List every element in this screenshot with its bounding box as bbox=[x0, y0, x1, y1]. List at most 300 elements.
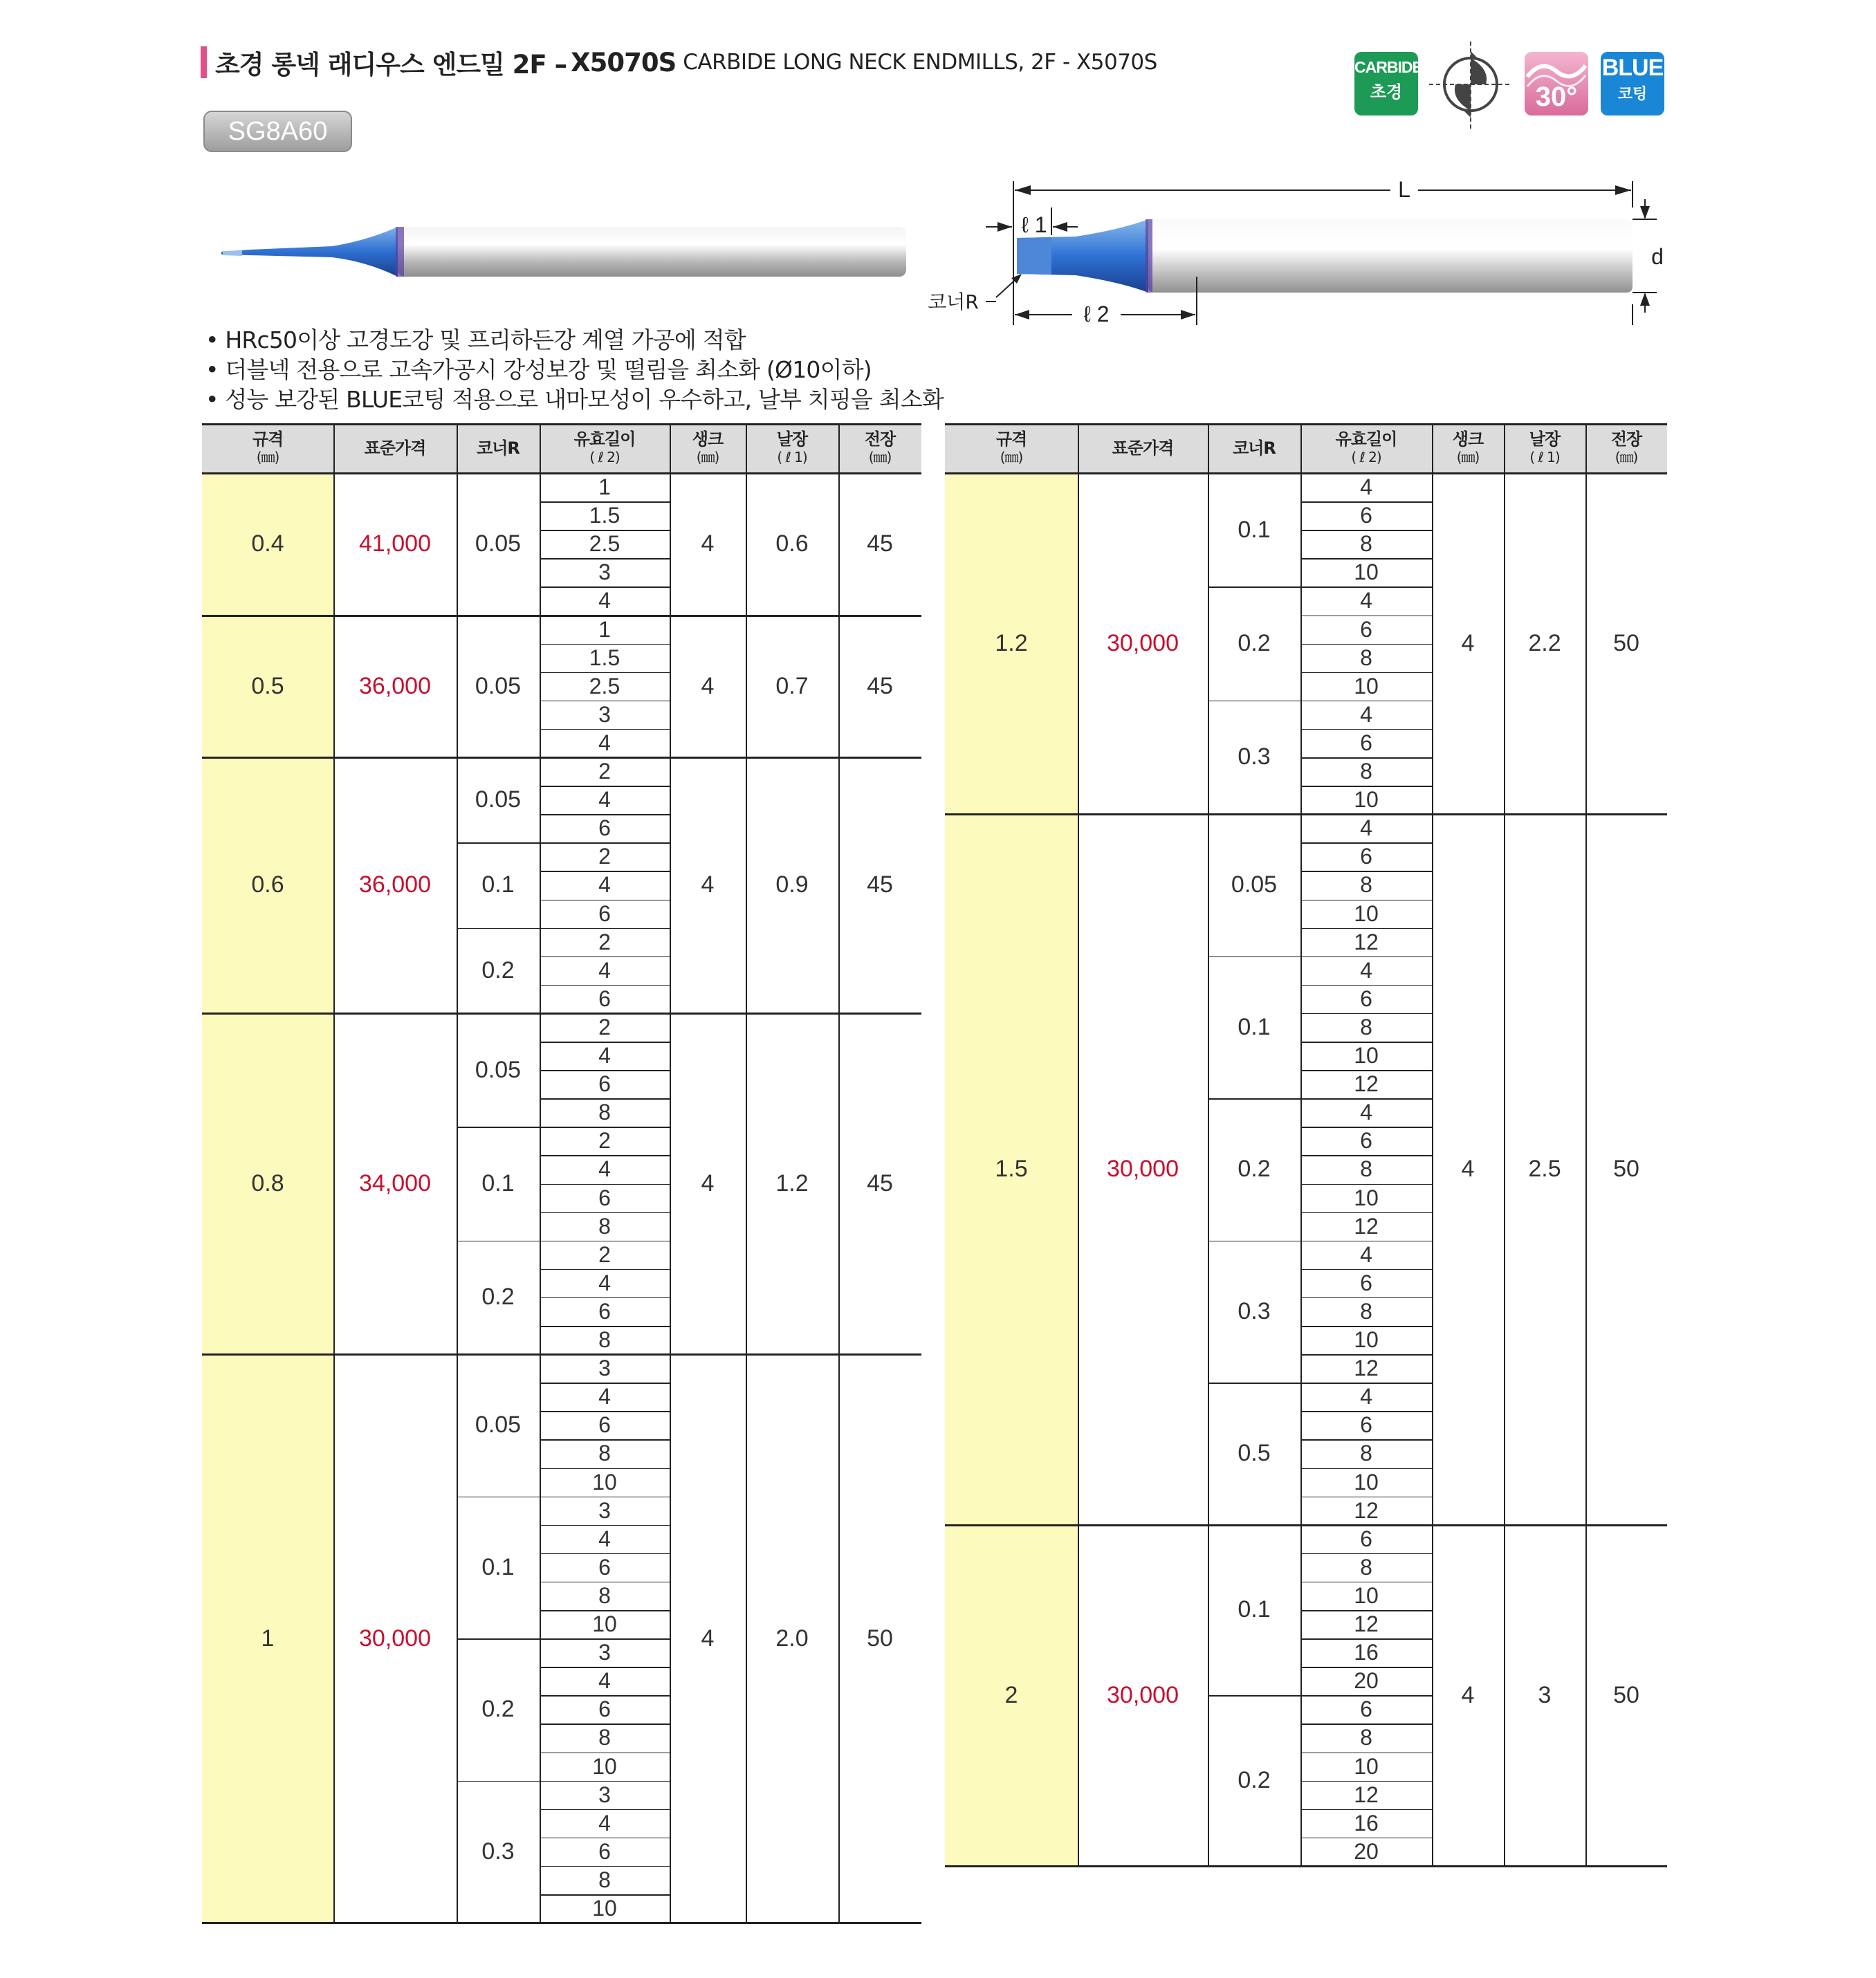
effective-length-cell: 2 bbox=[598, 844, 611, 869]
effective-length-cell: 6 bbox=[1360, 1526, 1372, 1551]
row-divider bbox=[1300, 1753, 1432, 1754]
header-unit: (㎜) bbox=[868, 449, 892, 465]
price-cell: 30,000 bbox=[1107, 1156, 1179, 1183]
effective-length-cell: 4 bbox=[598, 588, 611, 613]
row-divider bbox=[540, 871, 670, 872]
row-divider bbox=[540, 644, 670, 645]
row-divider bbox=[1300, 842, 1432, 844]
effective-length-cell: 10 bbox=[592, 1896, 617, 1921]
corner-radius-cell: 0.2 bbox=[481, 1696, 515, 1723]
effective-length-cell: 6 bbox=[598, 986, 611, 1011]
row-divider bbox=[540, 1753, 670, 1754]
row-divider bbox=[1300, 1042, 1432, 1043]
group-divider bbox=[945, 1865, 1667, 1867]
effective-length-cell: 12 bbox=[1354, 1782, 1379, 1807]
page-title bbox=[201, 43, 1157, 82]
price-cell: 36,000 bbox=[359, 871, 431, 898]
helix-angle-label: 30° bbox=[1535, 82, 1578, 112]
spec-cell: 1.5 bbox=[995, 1156, 1028, 1183]
effective-length-cell: 8 bbox=[598, 1213, 611, 1239]
effective-length-cell: 6 bbox=[1360, 1270, 1372, 1295]
header-label: 표준가격 bbox=[364, 438, 426, 458]
header-unit: ( ℓ 1) bbox=[777, 449, 807, 465]
effective-length-cell: 10 bbox=[1354, 787, 1379, 813]
dimension-diagram bbox=[920, 166, 1674, 339]
row-divider bbox=[540, 1809, 670, 1811]
row-divider bbox=[540, 1667, 670, 1668]
row-divider bbox=[540, 1866, 670, 1867]
row-divider bbox=[540, 729, 670, 730]
table-header-cell bbox=[333, 423, 457, 473]
row-divider bbox=[1300, 871, 1432, 872]
corner-radius-cell: 0.05 bbox=[475, 786, 522, 813]
row-divider bbox=[1300, 985, 1432, 986]
effective-length-cell: 4 bbox=[598, 957, 611, 983]
effective-length-cell: 6 bbox=[598, 1412, 611, 1438]
row-divider bbox=[1300, 1838, 1432, 1839]
effective-length-cell: 4 bbox=[598, 1384, 611, 1409]
corner-radius-cell: 0.1 bbox=[481, 1170, 515, 1196]
effective-length-cell: 4 bbox=[598, 787, 611, 813]
effective-length-cell: 4 bbox=[598, 872, 611, 898]
corner-radius-cell: 0.05 bbox=[475, 1412, 522, 1439]
effective-length-cell: 4 bbox=[598, 730, 611, 755]
effective-length-cell: 2 bbox=[598, 1128, 611, 1154]
header-unit: (㎜) bbox=[1456, 449, 1480, 465]
row-divider bbox=[1300, 1013, 1432, 1015]
header-label: 규격 bbox=[252, 429, 284, 449]
flute-length-cell: 2.2 bbox=[1528, 630, 1561, 657]
effective-length-cell: 6 bbox=[1360, 986, 1372, 1011]
effective-length-cell: 6 bbox=[598, 1185, 611, 1210]
row-divider bbox=[540, 701, 670, 702]
effective-length-cell: 12 bbox=[1354, 1497, 1379, 1523]
effective-length-cell: 8 bbox=[598, 1100, 611, 1125]
effective-length-cell: 6 bbox=[598, 815, 611, 841]
dim-l1-label: ℓ 1 bbox=[1021, 212, 1047, 237]
row-divider bbox=[1300, 1326, 1432, 1327]
header-unit: (㎜) bbox=[256, 449, 279, 465]
effective-length-cell: 8 bbox=[598, 1327, 611, 1353]
table-header-cell bbox=[1432, 423, 1504, 473]
row-divider bbox=[1300, 1439, 1432, 1441]
table-header-cell bbox=[457, 423, 540, 473]
table-header-cell bbox=[202, 423, 333, 473]
effective-length-cell: 16 bbox=[1354, 1810, 1379, 1836]
overall-length-cell: 45 bbox=[867, 871, 893, 898]
effective-length-cell: 8 bbox=[1360, 1554, 1372, 1580]
shank-cell: 4 bbox=[1461, 630, 1475, 657]
header-label: 유효길이 bbox=[1335, 429, 1397, 449]
effective-length-cell: 4 bbox=[598, 1810, 611, 1836]
row-divider bbox=[1300, 1638, 1432, 1640]
corner-radius-cell: 0.05 bbox=[1231, 871, 1278, 898]
shank-cell: 4 bbox=[701, 871, 715, 898]
effective-length-cell: 6 bbox=[598, 1071, 611, 1097]
row-divider bbox=[540, 1098, 670, 1100]
corner-radius-cell: 0.5 bbox=[1238, 1440, 1271, 1467]
title-accent-bar bbox=[201, 46, 207, 78]
effective-length-cell: 6 bbox=[1360, 1697, 1372, 1722]
coating-badge-label: BLUE bbox=[1601, 55, 1664, 81]
corner-radius-cell: 0.3 bbox=[481, 1838, 515, 1865]
header-label: 날장 bbox=[776, 429, 808, 449]
row-divider bbox=[1300, 672, 1432, 674]
row-divider bbox=[540, 530, 670, 531]
header-label: 날장 bbox=[1529, 429, 1561, 449]
effective-length-cell: 4 bbox=[1360, 1241, 1372, 1267]
effective-length-cell: 16 bbox=[1354, 1640, 1379, 1665]
effective-length-cell: 4 bbox=[1360, 815, 1372, 841]
shank-cell: 4 bbox=[701, 1625, 715, 1652]
effective-length-cell: 3 bbox=[598, 560, 611, 585]
row-divider bbox=[1300, 616, 1432, 617]
flute-length-cell: 2.0 bbox=[775, 1625, 809, 1652]
row-divider bbox=[540, 900, 670, 901]
row-divider bbox=[540, 1553, 670, 1555]
row-divider bbox=[1300, 1497, 1432, 1498]
price-cell: 41,000 bbox=[359, 530, 431, 557]
row-divider bbox=[540, 1695, 670, 1697]
row-divider bbox=[1300, 501, 1432, 503]
corner-radius-cell: 0.1 bbox=[481, 871, 515, 898]
row-divider bbox=[1300, 1781, 1432, 1782]
dim-corner-label: 코너R bbox=[928, 290, 979, 313]
blue-coating-badge bbox=[1601, 52, 1664, 115]
header-label: 코너R bbox=[1233, 438, 1276, 458]
coating-badge-sub: 코팅 bbox=[1617, 85, 1648, 102]
price-cell: 30,000 bbox=[1107, 1681, 1179, 1708]
effective-length-cell: 8 bbox=[1360, 759, 1372, 784]
corner-radius-cell: 0.1 bbox=[1238, 1013, 1271, 1040]
effective-length-cell: 1 bbox=[598, 474, 611, 500]
shank-cell: 4 bbox=[701, 672, 715, 699]
table-header-cell bbox=[1208, 423, 1300, 473]
effective-length-cell: 8 bbox=[598, 1867, 611, 1892]
spec-cell: 1 bbox=[261, 1625, 275, 1652]
row-divider bbox=[540, 1838, 670, 1839]
spec-cell: 0.8 bbox=[251, 1170, 284, 1196]
effective-length-cell: 6 bbox=[598, 1554, 611, 1580]
spec-table-left bbox=[202, 423, 921, 1925]
row-divider bbox=[1300, 1297, 1432, 1299]
spec-cell: 0.5 bbox=[251, 672, 284, 699]
effective-length-cell: 4 bbox=[1360, 957, 1372, 983]
row-divider bbox=[540, 1468, 670, 1470]
spec-cell: 0.4 bbox=[251, 530, 284, 557]
effective-length-cell: 20 bbox=[1354, 1668, 1379, 1694]
feature-list bbox=[205, 325, 944, 414]
dim-d-label: d bbox=[1651, 244, 1664, 269]
table-header-cell bbox=[1300, 423, 1432, 473]
corner-radius-cell: 0.05 bbox=[475, 530, 522, 557]
effective-length-cell: 4 bbox=[1360, 474, 1372, 500]
row-divider bbox=[1300, 1184, 1432, 1185]
spec-cell: 1.2 bbox=[995, 630, 1028, 657]
shank-cell: 4 bbox=[1461, 1156, 1475, 1183]
corner-radius-cell: 0.2 bbox=[481, 956, 515, 983]
effective-length-cell: 6 bbox=[1360, 1128, 1372, 1154]
effective-length-cell: 6 bbox=[598, 900, 611, 926]
flute-length-cell: 3 bbox=[1538, 1681, 1552, 1708]
row-divider bbox=[1300, 1667, 1432, 1668]
effective-length-cell: 4 bbox=[598, 1668, 611, 1694]
price-cell: 30,000 bbox=[1107, 630, 1179, 657]
row-divider bbox=[540, 586, 670, 588]
row-divider bbox=[540, 1383, 670, 1384]
dim-L-label: L bbox=[1398, 177, 1410, 202]
corner-radius-cell: 0.2 bbox=[481, 1284, 515, 1311]
effective-length-cell: 8 bbox=[1360, 1014, 1372, 1039]
row-divider bbox=[540, 1411, 670, 1412]
effective-length-cell: 4 bbox=[598, 1270, 611, 1295]
effective-length-cell: 10 bbox=[1354, 1327, 1379, 1353]
row-divider bbox=[540, 1184, 670, 1185]
row-divider bbox=[540, 1155, 670, 1156]
header-unit: ( ℓ 2) bbox=[589, 449, 620, 465]
feature-item: • 성능 보강된 BLUE코팅 적용으로 내마모성이 우수하고, 날부 치핑을 최소화 bbox=[205, 386, 944, 413]
header-unit: ( ℓ 2) bbox=[1351, 449, 1381, 465]
carbide-badge-sub: 초경 bbox=[1370, 83, 1403, 102]
row-divider bbox=[540, 1269, 670, 1270]
effective-length-cell: 8 bbox=[598, 1725, 611, 1750]
effective-length-cell: 2 bbox=[598, 929, 611, 954]
effective-length-cell: 8 bbox=[1360, 531, 1372, 557]
table-top-border bbox=[202, 423, 921, 425]
effective-length-cell: 6 bbox=[598, 1298, 611, 1324]
flute-length-cell: 0.7 bbox=[775, 672, 809, 699]
effective-length-cell: 8 bbox=[1360, 1725, 1372, 1750]
flute-length-cell: 2.5 bbox=[1528, 1156, 1561, 1183]
corner-radius-cell: 0.05 bbox=[475, 672, 522, 699]
effective-length-cell: 1.5 bbox=[589, 645, 620, 670]
row-divider bbox=[540, 786, 670, 787]
header-unit: ( ℓ 1) bbox=[1529, 449, 1560, 465]
row-divider bbox=[540, 985, 670, 986]
row-divider bbox=[1300, 1553, 1432, 1555]
row-divider bbox=[540, 501, 670, 503]
effective-length-cell: 10 bbox=[1354, 1582, 1379, 1608]
feature-item: • HRc50이상 고경도강 및 프리하든강 계열 가공에 적합 bbox=[205, 326, 746, 353]
row-divider bbox=[1300, 558, 1432, 560]
effective-length-cell: 8 bbox=[598, 1582, 611, 1608]
two-flute-section-icon bbox=[1429, 41, 1512, 131]
overall-length-cell: 50 bbox=[1613, 630, 1639, 657]
effective-length-cell: 3 bbox=[598, 1640, 611, 1665]
carbide-badge-label: CARBIDE bbox=[1354, 58, 1422, 76]
row-divider bbox=[1300, 1610, 1432, 1611]
row-divider bbox=[1300, 1468, 1432, 1470]
corner-radius-cell: 0.2 bbox=[1238, 1767, 1271, 1794]
effective-length-cell: 2 bbox=[598, 1014, 611, 1039]
table-top-border bbox=[945, 423, 1667, 425]
corner-radius-cell: 0.05 bbox=[475, 1056, 522, 1083]
row-divider bbox=[1300, 1127, 1432, 1128]
flute-length-cell: 0.9 bbox=[775, 871, 809, 898]
row-divider bbox=[1300, 757, 1432, 759]
price-cell: 36,000 bbox=[359, 672, 431, 699]
feature-item: • 더블넥 전용으로 고속가공시 강성보강 및 떨림을 최소화 (Ø10이하) bbox=[205, 356, 872, 383]
title-english: CARBIDE LONG NECK ENDMILLS, 2F - X5070S bbox=[683, 50, 1157, 75]
effective-length-cell: 4 bbox=[1360, 1384, 1372, 1409]
row-divider bbox=[540, 558, 670, 560]
row-divider bbox=[1300, 1269, 1432, 1270]
spec-cell: 0.6 bbox=[251, 871, 284, 898]
header-label: 생크 bbox=[692, 429, 724, 449]
title-model-code: X5070S bbox=[571, 47, 677, 77]
row-divider bbox=[1300, 644, 1432, 645]
effective-length-cell: 3 bbox=[598, 1497, 611, 1523]
corner-radius-cell: 0.2 bbox=[1238, 630, 1271, 657]
effective-length-cell: 4 bbox=[598, 1526, 611, 1551]
row-divider bbox=[1300, 1155, 1432, 1156]
effective-length-cell: 10 bbox=[592, 1753, 617, 1779]
carbide-badge bbox=[1354, 52, 1422, 115]
row-divider bbox=[1300, 729, 1432, 730]
header-label: 전장 bbox=[864, 429, 896, 449]
row-divider bbox=[540, 672, 670, 674]
row-divider bbox=[1300, 1354, 1432, 1356]
title-korean: 초경 롱넥 래디우스 엔드밀 2F – bbox=[215, 50, 567, 80]
effective-length-cell: 1.5 bbox=[589, 503, 620, 528]
dim-l2-label: ℓ 2 bbox=[1083, 302, 1110, 326]
effective-length-cell: 10 bbox=[1354, 1043, 1379, 1069]
shank-cell: 4 bbox=[701, 1170, 715, 1196]
effective-length-cell: 8 bbox=[1360, 1156, 1372, 1182]
header-unit: (㎜) bbox=[1000, 449, 1023, 465]
overall-length-cell: 50 bbox=[867, 1625, 893, 1652]
row-divider bbox=[540, 1070, 670, 1071]
row-divider bbox=[1300, 928, 1432, 930]
table-header-cell bbox=[945, 423, 1078, 473]
header-label: 유효길이 bbox=[573, 429, 636, 449]
row-divider bbox=[540, 1723, 670, 1725]
row-divider bbox=[540, 1525, 670, 1526]
shank-cell: 4 bbox=[1461, 1681, 1475, 1708]
effective-length-cell: 6 bbox=[1360, 616, 1372, 642]
effective-length-cell: 3 bbox=[598, 1782, 611, 1807]
effective-length-cell: 4 bbox=[1360, 701, 1372, 727]
effective-length-cell: 6 bbox=[1360, 730, 1372, 755]
effective-length-cell: 20 bbox=[1354, 1838, 1379, 1864]
row-divider bbox=[540, 1326, 670, 1327]
effective-length-cell: 2 bbox=[598, 1241, 611, 1267]
effective-length-cell: 2.5 bbox=[589, 673, 620, 699]
table-header-cell bbox=[1585, 423, 1667, 473]
corner-radius-cell: 0.1 bbox=[1238, 1596, 1271, 1623]
effective-length-cell: 8 bbox=[1360, 872, 1372, 898]
effective-length-cell: 12 bbox=[1354, 1213, 1379, 1239]
corner-radius-cell: 0.1 bbox=[1238, 516, 1271, 543]
corner-radius-cell: 0.3 bbox=[1238, 743, 1271, 770]
row-divider bbox=[1300, 1809, 1432, 1811]
corner-radius-cell: 0.1 bbox=[481, 1553, 515, 1580]
flute-length-cell: 1.2 bbox=[775, 1170, 809, 1196]
helix-wave-icon bbox=[1525, 56, 1588, 91]
series-code-badge: SG8A60 bbox=[203, 111, 352, 152]
header-unit: (㎜) bbox=[1615, 449, 1638, 465]
overall-length-cell: 45 bbox=[867, 530, 893, 557]
effective-length-cell: 12 bbox=[1354, 1356, 1379, 1381]
corner-radius-cell: 0.3 bbox=[1238, 1297, 1271, 1324]
price-cell: 34,000 bbox=[359, 1170, 431, 1196]
row-divider bbox=[540, 814, 670, 815]
table-header-cell bbox=[1078, 423, 1208, 473]
header-label: 표준가격 bbox=[1112, 438, 1174, 458]
effective-length-cell: 2 bbox=[598, 759, 611, 784]
effective-length-cell: 10 bbox=[1354, 900, 1379, 926]
row-divider bbox=[1300, 530, 1432, 531]
shank-cell: 4 bbox=[701, 530, 715, 557]
group-divider bbox=[202, 1922, 921, 1924]
spec-table-right bbox=[945, 423, 1667, 1864]
effective-length-cell: 6 bbox=[598, 1697, 611, 1722]
header-unit: (㎜) bbox=[696, 449, 719, 465]
effective-length-cell: 3 bbox=[598, 701, 611, 727]
header-label: 규격 bbox=[995, 429, 1027, 449]
row-divider bbox=[1300, 1212, 1432, 1214]
table-header-cell bbox=[1504, 423, 1585, 473]
effective-length-cell: 10 bbox=[1354, 1185, 1379, 1210]
table-header-cell bbox=[670, 423, 746, 473]
row-divider bbox=[1300, 1411, 1432, 1412]
effective-length-cell: 8 bbox=[1360, 1441, 1372, 1466]
header-label: 생크 bbox=[1452, 429, 1484, 449]
header-label: 코너R bbox=[477, 438, 519, 458]
overall-length-cell: 45 bbox=[867, 672, 893, 699]
row-divider bbox=[1300, 786, 1432, 787]
effective-length-cell: 10 bbox=[592, 1469, 617, 1495]
spec-cell: 2 bbox=[1004, 1681, 1018, 1708]
row-divider bbox=[540, 1610, 670, 1611]
effective-length-cell: 6 bbox=[1360, 844, 1372, 869]
corner-radius-cell: 0.2 bbox=[1238, 1156, 1271, 1183]
effective-length-cell: 4 bbox=[1360, 588, 1372, 613]
row-divider bbox=[540, 1894, 670, 1896]
flute-length-cell: 0.6 bbox=[775, 530, 809, 557]
endmill-product-image bbox=[221, 220, 913, 282]
effective-length-cell: 8 bbox=[1360, 1298, 1372, 1324]
effective-length-cell: 10 bbox=[1354, 1469, 1379, 1495]
effective-length-cell: 1 bbox=[598, 616, 611, 642]
row-divider bbox=[540, 1582, 670, 1583]
effective-length-cell: 10 bbox=[592, 1611, 617, 1637]
table-header-cell bbox=[540, 423, 670, 473]
row-divider bbox=[540, 1439, 670, 1441]
row-divider bbox=[1300, 1582, 1432, 1583]
helix-angle-badge bbox=[1525, 52, 1588, 115]
overall-length-cell: 50 bbox=[1613, 1156, 1639, 1183]
price-cell: 30,000 bbox=[359, 1625, 431, 1652]
effective-length-cell: 4 bbox=[1360, 1100, 1372, 1125]
row-divider bbox=[540, 1212, 670, 1214]
effective-length-cell: 4 bbox=[598, 1043, 611, 1069]
effective-length-cell: 12 bbox=[1354, 929, 1379, 954]
effective-length-cell: 8 bbox=[1360, 645, 1372, 670]
effective-length-cell: 3 bbox=[598, 1356, 611, 1381]
effective-length-cell: 6 bbox=[1360, 503, 1372, 528]
effective-length-cell: 10 bbox=[1354, 1753, 1379, 1779]
table-header-cell bbox=[838, 423, 921, 473]
effective-length-cell: 6 bbox=[1360, 1412, 1372, 1438]
effective-length-cell: 6 bbox=[598, 1838, 611, 1864]
effective-length-cell: 12 bbox=[1354, 1071, 1379, 1097]
header-label: 전장 bbox=[1610, 429, 1642, 449]
effective-length-cell: 12 bbox=[1354, 1611, 1379, 1637]
effective-length-cell: 10 bbox=[1354, 560, 1379, 585]
row-divider bbox=[1300, 1070, 1432, 1071]
overall-length-cell: 45 bbox=[867, 1170, 893, 1196]
